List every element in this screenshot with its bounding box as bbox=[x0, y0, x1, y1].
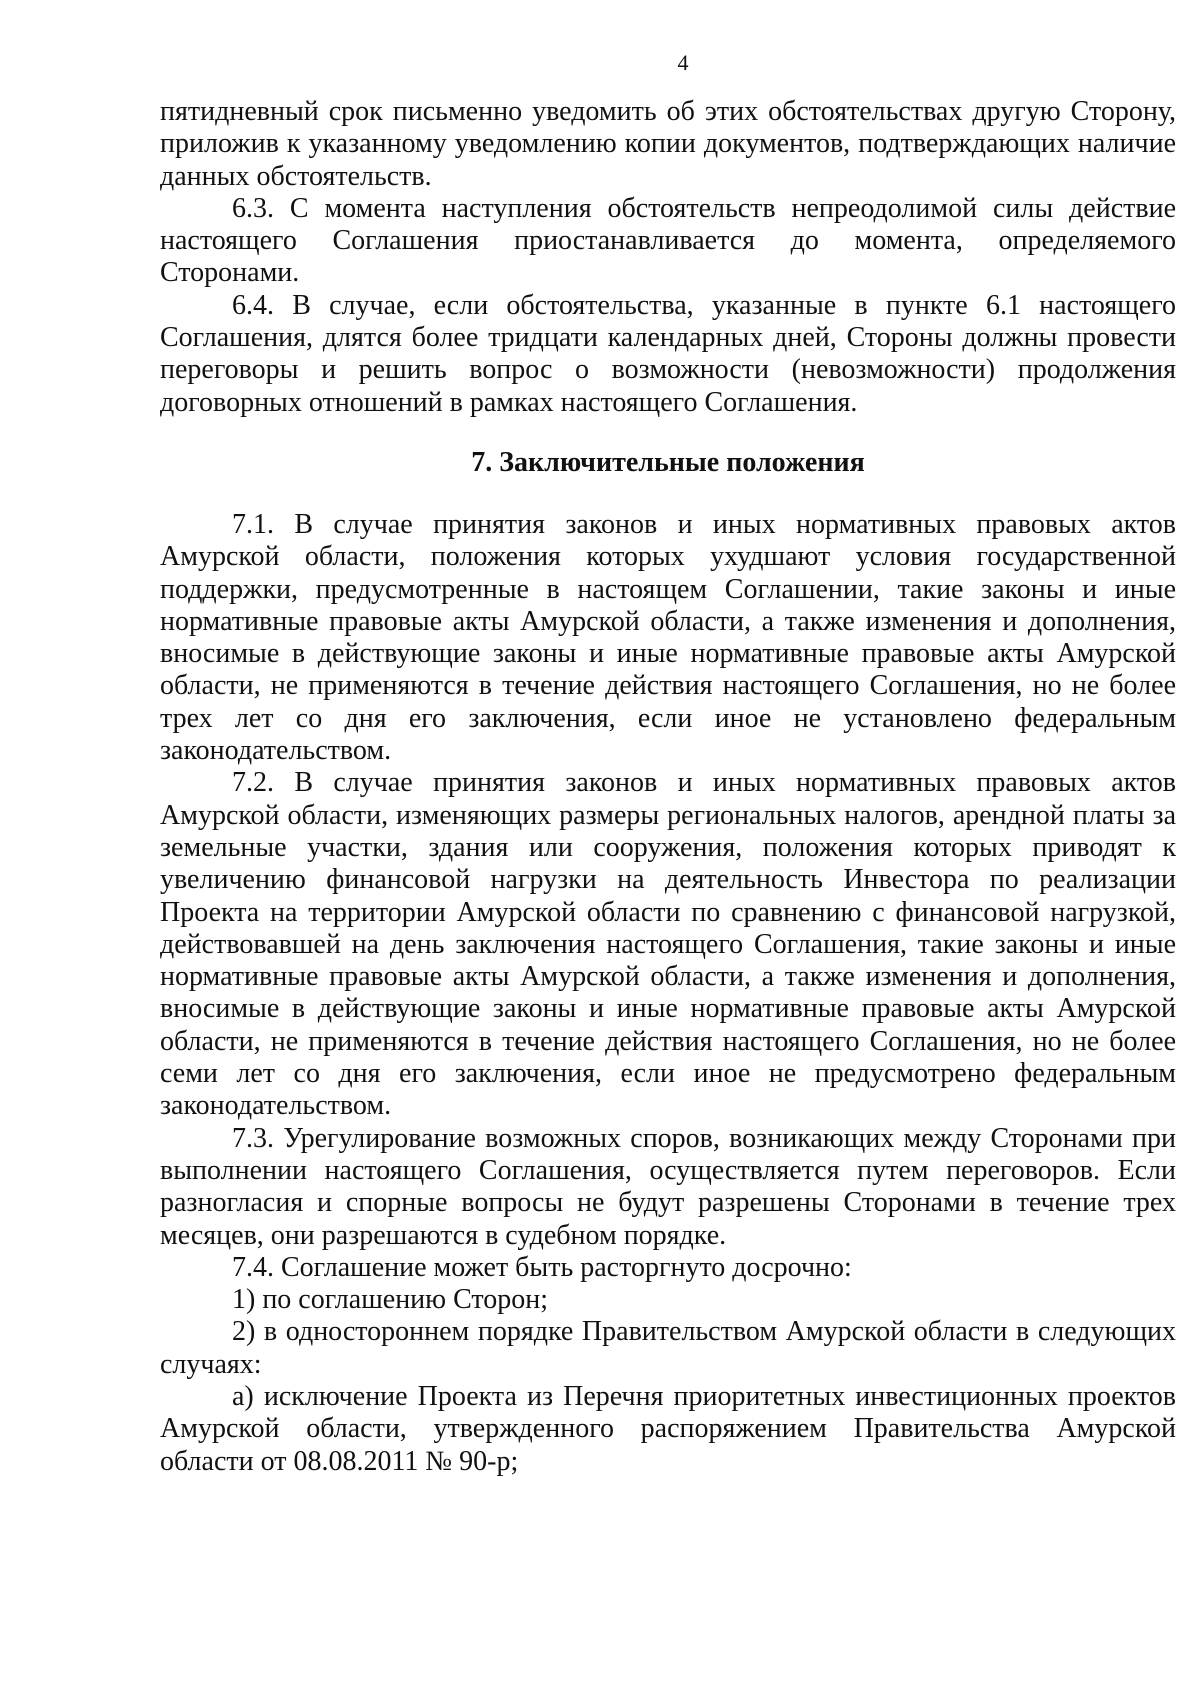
paragraph-7-4-item-2: 2) в одностороннем порядке Правительством Амурской области в следующих случаях: bbox=[160, 1316, 1176, 1380]
paragraph-7-1: 7.1. В случае принятия законов и иных нормативных правовых актов Амурской области, положения которых ухудшают условия государственной поддержки, предусмотренные в настоящем Соглашении, такие законы и иные нормативные правовые акты Амурской области, а также изменения и дополнения, вносимые в действующие законы и иные нормативные правовые акты Амурской области, не применяются в течение действия настоящего Соглашения, но не более трех лет со дня его заключения, если иное не установлено федеральным законодательством. bbox=[160, 508, 1176, 767]
paragraph-7-4-item-1: 1) по соглашению Сторон; bbox=[232, 1284, 549, 1316]
document-page bbox=[160, 50, 1176, 1478]
paragraph-6-continuation: пятидневный срок письменно уведомить об этих обстоятельствах другую Сторону, приложив к указанному уведомлению копии документов, подтверждающих наличие данных обстоятельств. bbox=[160, 96, 1176, 192]
paragraph-7-4: 7.4. Соглашение может быть расторгнуто досрочно: bbox=[232, 1251, 852, 1283]
section-7-heading: 7. Заключительные положения bbox=[471, 446, 865, 478]
paragraph-7-4-item-2a: а) исключение Проекта из Перечня приоритетных инвестиционных проектов Амурской области, утвержденного распоряжением Правительства Амурской области от 08.08.2011 № 90-р; bbox=[160, 1380, 1176, 1477]
paragraph-6-4: 6.4. В случае, если обстоятельства, указанные в пункте 6.1 настоящего Соглашения, длятся более тридцати календарных дней, Стороны должны провести переговоры и решить вопрос о возможности (невозможности) продолжения договорных отношений в рамках настоящего Соглашения. bbox=[160, 289, 1176, 418]
page-number: 4 bbox=[677, 50, 689, 75]
paragraph-7-3: 7.3. Урегулирование возможных споров, возникающих между Сторонами при выполнении настоящего Соглашения, осуществляется путем переговоров. Если разногласия и спорные вопросы не будут разрешены Сторонами в течение трех месяцев, они разрешаются в судебном порядке. bbox=[160, 1122, 1176, 1251]
paragraph-7-2: 7.2. В случае принятия законов и иных нормативных правовых актов Амурской области, изменяющих размеры региональных налогов, арендной платы за земельные участки, здания или сооружения, положения которых приводят к увеличению финансовой нагрузки на деятельность Инвестора по реализации Проекта на территории Амурской области по сравнению с финансовой нагрузкой, действовавшей на день заключения настоящего Соглашения, такие законы и иные нормативные правовые акты Амурской области, а также изменения и дополнения, вносимые в действующие законы и иные нормативные правовые акты Амурской области, не применяются в течение действия настоящего Соглашения, но не более семи лет со дня его заключения, если иное не предусмотрено федеральным законодательством. bbox=[160, 767, 1176, 1122]
paragraph-6-3: 6.3. С момента наступления обстоятельств непреодолимой силы действие настоящего Соглашения приостанавливается до момента, определяемого Сторонами. bbox=[160, 192, 1176, 289]
